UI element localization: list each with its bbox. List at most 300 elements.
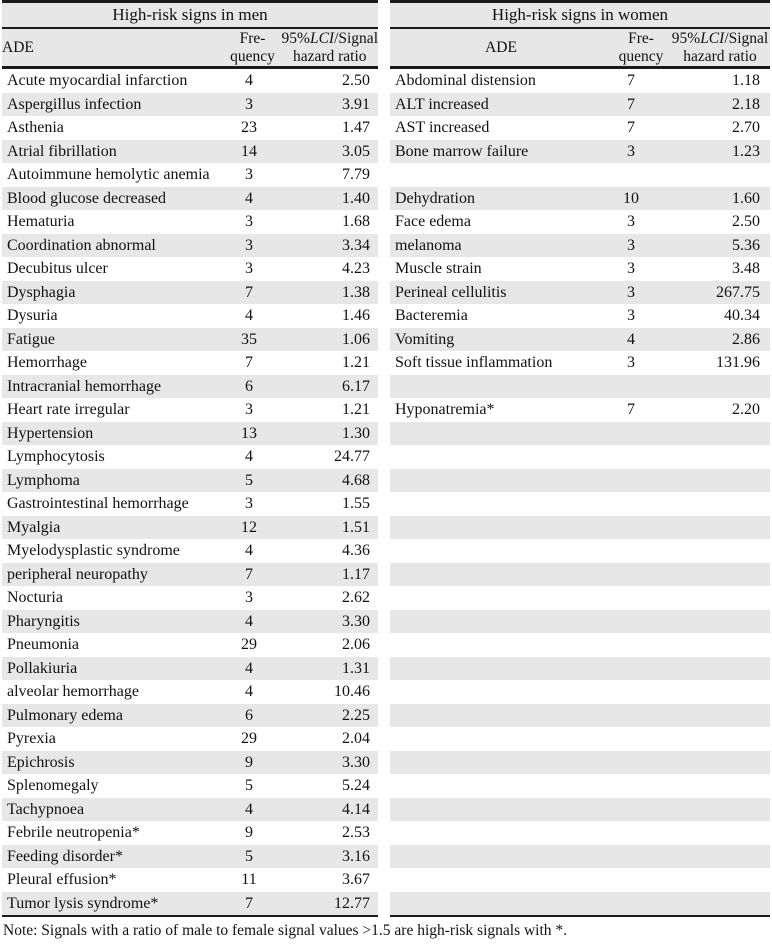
men-cell-ade: Dysphagia [7,283,76,301]
women-table-row [390,187,770,211]
men-table-row [2,845,378,869]
men-table-row [2,445,378,469]
women-table-row [390,657,770,681]
men-table-header [2,29,378,69]
women-cell-ratio: 2.20 [732,401,760,418]
women-table-row [390,469,770,493]
women-table [390,0,770,917]
women-cell-ratio: 1.23 [732,142,760,160]
men-cell-ratio: 5.24 [342,777,370,794]
men-cell-ade: Coordination abnormal [7,236,156,254]
men-cell-ratio: 2.04 [342,730,370,747]
men-cell-ratio: 7.79 [342,166,370,183]
men-table-row [2,704,378,728]
women-cell-frequency [602,892,660,916]
women-cell-ade [390,539,602,563]
women-cell-frequency: 3 [627,142,635,160]
men-cell-ratio: 1.30 [342,424,370,442]
men-cell-ratio: 4.68 [342,471,370,489]
men-cell-ratio: 2.62 [342,589,370,606]
men-cell-frequency: 11 [241,871,257,888]
men-cell-frequency: 5 [245,847,253,865]
men-cell-ratio: 1.38 [342,283,370,301]
women-table-row [390,304,770,328]
men-cell-ade: Autoimmune hemolytic anemia [7,166,210,183]
women-cell-ratio [660,492,770,516]
men-table-row [2,304,378,328]
men-cell-ratio: 3.30 [342,753,370,771]
women-table-row [390,69,770,93]
women-cell-frequency: 3 [627,354,635,371]
men-cell-ratio: 4.36 [342,542,370,559]
women-cell-ratio: 1.18 [732,72,760,89]
men-cell-frequency: 4 [245,448,253,465]
men-cell-ratio: 1.31 [342,659,370,677]
women-cell-frequency: 3 [627,283,635,301]
men-table-row [2,633,378,657]
men-cell-ade: Aspergillus infection [7,95,142,113]
men-cell-frequency: 3 [245,95,253,113]
women-cell-ratio: 267.75 [716,283,760,301]
men-table-row [2,257,378,281]
women-table-row [390,93,770,117]
women-cell-frequency [602,680,660,704]
men-cell-ade: Myalgia [7,518,61,536]
women-table-row [390,351,770,375]
women-cell-frequency [602,657,660,681]
men-cell-ratio: 2.50 [342,72,370,89]
men-cell-ade: Heart rate irregular [7,401,130,418]
men-cell-frequency: 3 [245,260,253,277]
men-cell-frequency: 7 [245,894,253,912]
men-cell-ratio: 4.23 [342,260,370,277]
women-cell-ade: Perineal cellulitis [395,283,507,301]
men-cell-frequency: 23 [241,119,257,136]
men-cell-frequency: 4 [245,307,253,324]
women-cell-ade [390,774,602,798]
women-cell-ratio: 2.50 [732,213,760,230]
women-table-row [390,680,770,704]
women-cell-ade: ALT increased [395,95,489,113]
men-cell-frequency: 3 [245,589,253,606]
men-table-row [2,680,378,704]
women-cell-ade: Abdominal distension [395,72,536,89]
women-cell-ratio [660,704,770,728]
women-table-row [390,751,770,775]
women-cell-ade [390,798,602,822]
women-cell-ratio: 1.60 [732,189,760,207]
women-table-row [390,633,770,657]
men-cell-ade: Dysuria [7,307,58,324]
women-cell-ade [390,868,602,892]
men-cell-ratio: 1.21 [342,354,370,371]
men-table-row [2,563,378,587]
women-table-row [390,375,770,399]
women-table-row [390,328,770,352]
men-table-row [2,422,378,446]
women-cell-ade [390,492,602,516]
men-cell-ade: Pleural effusion* [7,871,117,888]
men-table-row [2,516,378,540]
women-cell-ratio [660,563,770,587]
men-cell-ade: Lymphocytosis [7,448,105,465]
women-table-row [390,257,770,281]
women-cell-ratio: 131.96 [716,354,760,371]
women-table-row [390,281,770,305]
women-cell-ratio [660,516,770,540]
men-table-row [2,375,378,399]
women-table-row [390,516,770,540]
women-cell-ratio: 2.86 [732,330,760,348]
men-cell-ratio: 1.55 [342,495,370,512]
women-cell-ade [390,727,602,751]
women-cell-ratio: 2.18 [732,95,760,113]
women-cell-ratio [660,469,770,493]
women-col-header-ade: ADE [485,39,517,56]
women-cell-ratio: 5.36 [732,236,760,254]
women-table-row [390,163,770,187]
women-cell-ratio: 3.48 [732,260,760,277]
men-table-row [2,351,378,375]
women-table-row [390,798,770,822]
women-cell-ratio [660,163,770,187]
women-cell-ratio [660,751,770,775]
women-cell-ade [390,375,602,399]
women-cell-frequency [602,798,660,822]
women-table-row [390,445,770,469]
women-table-body [390,69,770,915]
women-cell-ade [390,892,602,916]
men-table-row [2,69,378,93]
women-cell-ade [390,680,602,704]
women-table-row [390,845,770,869]
women-table-row [390,234,770,258]
women-cell-ratio [660,868,770,892]
men-cell-frequency: 7 [245,354,253,371]
women-cell-ratio [660,610,770,634]
men-cell-ade: Hematuria [7,213,75,230]
men-table-row [2,610,378,634]
men-table-row [2,93,378,117]
women-cell-ade [390,422,602,446]
women-table-row [390,704,770,728]
men-cell-ade: Blood glucose decreased [7,189,167,207]
women-cell-ade [390,633,602,657]
women-cell-ratio: 2.70 [732,119,760,136]
women-cell-ratio [660,680,770,704]
women-cell-frequency [602,586,660,610]
men-table-row [2,281,378,305]
men-cell-ratio: 24.77 [334,448,370,465]
women-cell-ratio [660,845,770,869]
men-cell-ade: Tumor lysis syndrome* [7,894,159,912]
men-table-row [2,234,378,258]
men-cell-ade: Decubitus ulcer [7,260,108,277]
women-cell-ratio [660,539,770,563]
women-cell-ade: Face edema [395,213,471,230]
men-cell-ratio: 2.06 [342,636,370,653]
men-cell-frequency: 3 [245,236,253,254]
men-cell-ade: Epichrosis [7,753,75,771]
men-table-row [2,492,378,516]
men-cell-ade: Pollakiuria [7,659,78,677]
women-cell-ratio [660,375,770,399]
women-cell-frequency [602,633,660,657]
women-cell-ratio: 40.34 [724,307,760,324]
women-cell-frequency: 3 [627,236,635,254]
men-cell-ade: Atrial fibrillation [7,142,117,160]
women-cell-ade: Bone marrow failure [395,142,529,160]
women-cell-frequency [602,516,660,540]
women-cell-ade [390,845,602,869]
women-cell-frequency [602,821,660,845]
men-table-row [2,187,378,211]
men-table [2,0,378,917]
women-table-row [390,610,770,634]
men-cell-ade: alveolar hemorrhage [7,683,139,700]
women-cell-frequency [602,563,660,587]
women-cell-frequency [602,610,660,634]
women-cell-ratio [660,422,770,446]
men-cell-frequency: 7 [245,283,253,301]
men-table-row [2,398,378,422]
women-cell-ade [390,821,602,845]
women-cell-ade [390,586,602,610]
men-table-row [2,821,378,845]
men-cell-ade: Pharyngitis [7,612,80,630]
men-cell-frequency: 3 [245,166,253,183]
men-cell-ratio: 6.17 [342,377,370,395]
women-cell-frequency: 7 [627,72,635,89]
men-cell-frequency: 9 [245,753,253,771]
men-cell-frequency: 4 [245,659,253,677]
women-table-row [390,492,770,516]
men-cell-ade: Feeding disorder* [7,847,123,865]
men-table-row [2,657,378,681]
women-table-row [390,727,770,751]
men-table-row [2,210,378,234]
men-cell-frequency: 6 [245,377,253,395]
men-cell-ratio: 3.05 [342,142,370,160]
men-cell-frequency: 6 [245,706,253,724]
men-cell-ade: Febrile neutropenia* [7,824,140,841]
men-cell-ade: Tachypnoea [7,800,85,818]
women-cell-frequency: 7 [627,401,635,418]
women-table-row [390,140,770,164]
men-cell-ratio: 3.34 [342,236,370,254]
women-table-row [390,422,770,446]
women-cell-ratio [660,633,770,657]
men-cell-frequency: 3 [245,401,253,418]
men-table-row [2,751,378,775]
women-cell-ade: melanoma [395,236,462,254]
women-cell-ratio [660,445,770,469]
men-cell-ratio: 4.14 [342,800,370,818]
women-cell-frequency [602,704,660,728]
women-table-header [390,29,770,69]
women-cell-ratio [660,657,770,681]
men-cell-ade: Lymphoma [7,471,80,489]
men-cell-ade: Nocturia [7,589,63,606]
women-cell-ade: Soft tissue inflammation [395,354,553,371]
men-table-row [2,892,378,916]
men-table-row [2,328,378,352]
men-cell-ade: Gastrointestinal hemorrhage [7,495,189,512]
women-cell-ade [390,163,602,187]
men-cell-ratio: 1.46 [342,307,370,324]
men-table-row [2,163,378,187]
men-cell-frequency: 29 [241,730,257,747]
men-cell-frequency: 9 [245,824,253,841]
women-cell-frequency [602,492,660,516]
women-cell-frequency: 4 [627,330,635,348]
men-table-body [2,69,378,915]
men-cell-frequency: 29 [241,636,257,653]
women-cell-frequency [602,727,660,751]
men-cell-frequency: 7 [245,565,253,583]
men-cell-ratio: 1.06 [342,330,370,348]
men-cell-frequency: 4 [245,72,253,89]
women-cell-ade [390,516,602,540]
women-table-row [390,563,770,587]
men-cell-frequency: 5 [245,777,253,794]
men-cell-ade: Hypertension [7,424,94,442]
women-cell-ratio [660,727,770,751]
women-cell-ratio [660,798,770,822]
men-cell-ade: Myelodysplastic syndrome [7,542,180,559]
women-cell-ratio [660,821,770,845]
women-cell-frequency [602,375,660,399]
men-table-row [2,727,378,751]
men-cell-ade: Hemorrhage [7,354,87,371]
women-table-row [390,821,770,845]
women-cell-frequency [602,445,660,469]
men-cell-ratio: 1.68 [342,213,370,230]
women-cell-ade [390,751,602,775]
women-cell-frequency [602,422,660,446]
women-cell-frequency [602,751,660,775]
men-cell-frequency: 4 [245,189,253,207]
women-col-header-frequency: Fre- quency [618,30,664,65]
men-table-row [2,586,378,610]
men-table-row [2,539,378,563]
women-table-row [390,586,770,610]
men-cell-ade: Acute myocardial infarction [7,72,188,89]
men-cell-frequency: 4 [245,683,253,700]
women-table-row [390,774,770,798]
men-cell-frequency: 4 [245,612,253,630]
women-table-row [390,210,770,234]
women-cell-ratio [660,586,770,610]
men-table-row [2,798,378,822]
men-table-row [2,469,378,493]
men-cell-frequency: 12 [241,518,257,536]
women-cell-ratio [660,892,770,916]
women-cell-frequency [602,774,660,798]
men-col-header-ade: ADE [2,39,34,56]
men-cell-ade: Splenomegaly [7,777,99,794]
women-cell-frequency: 3 [627,260,635,277]
men-cell-frequency: 13 [241,424,257,442]
men-cell-ratio: 3.16 [342,847,370,865]
men-table-title: High-risk signs in men [2,3,378,29]
women-cell-ade: AST increased [395,119,490,136]
men-cell-frequency: 14 [241,142,257,160]
men-cell-frequency: 5 [245,471,253,489]
men-cell-ratio: 1.51 [342,518,370,536]
women-cell-ade [390,563,602,587]
men-cell-frequency: 3 [245,213,253,230]
men-cell-ade: Pneumonia [7,636,79,653]
women-cell-ade [390,445,602,469]
women-cell-ade: Bacteremia [395,307,468,324]
women-table-row [390,539,770,563]
women-col-header-ratio: 95%LCI/Signal hazard ratio [671,30,769,65]
women-cell-ade: Muscle strain [395,260,482,277]
men-cell-frequency: 4 [245,542,253,559]
women-cell-ade [390,704,602,728]
men-cell-frequency: 4 [245,800,253,818]
women-cell-ade [390,469,602,493]
men-cell-ade: Intracranial hemorrhage [7,377,162,395]
men-cell-ratio: 3.30 [342,612,370,630]
men-cell-ratio: 1.40 [342,189,370,207]
men-cell-ratio: 2.53 [342,824,370,841]
women-cell-frequency: 3 [627,213,635,230]
men-table-row [2,774,378,798]
men-cell-frequency: 35 [241,330,257,348]
men-cell-ade: Fatigue [7,330,55,348]
women-cell-frequency: 3 [627,307,635,324]
men-cell-frequency: 3 [245,495,253,512]
women-cell-frequency: 7 [627,119,635,136]
women-cell-ade [390,657,602,681]
men-cell-ade: Asthenia [7,119,64,136]
men-cell-ratio: 3.91 [342,95,370,113]
men-cell-ratio: 1.21 [342,401,370,418]
women-cell-frequency [602,469,660,493]
men-cell-ratio: 1.17 [342,565,370,583]
women-cell-ade: Hyponatremia* [395,401,495,418]
women-table-row [390,868,770,892]
men-col-header-ratio: 95%LCI/Signal hazard ratio [281,30,378,65]
women-cell-ade [390,610,602,634]
women-cell-frequency [602,163,660,187]
men-cell-ade: Pyrexia [7,730,56,747]
men-cell-ratio: 12.77 [334,894,370,912]
women-table-row [390,892,770,916]
men-cell-ratio: 10.46 [334,683,370,700]
women-cell-frequency [602,539,660,563]
men-cell-ade: Pulmonary edema [7,706,123,724]
men-cell-ade: peripheral neuropathy [7,565,148,583]
women-table-row [390,116,770,140]
women-cell-ade: Vomiting [395,330,455,348]
women-cell-frequency [602,845,660,869]
men-table-row [2,140,378,164]
women-cell-frequency: 7 [627,95,635,113]
women-cell-frequency: 10 [623,189,639,207]
women-table-row [390,398,770,422]
table-footnote: Note: Signals with a ratio of male to female signal values >1.5 are high-risk signals with *. [3,922,568,939]
men-cell-ratio: 3.67 [342,871,370,888]
women-cell-frequency [602,868,660,892]
men-cell-ratio: 1.47 [342,119,370,136]
men-table-row [2,116,378,140]
men-col-header-frequency: Fre- quency [230,30,275,65]
men-cell-ratio: 2.25 [342,706,370,724]
women-cell-ratio [660,774,770,798]
